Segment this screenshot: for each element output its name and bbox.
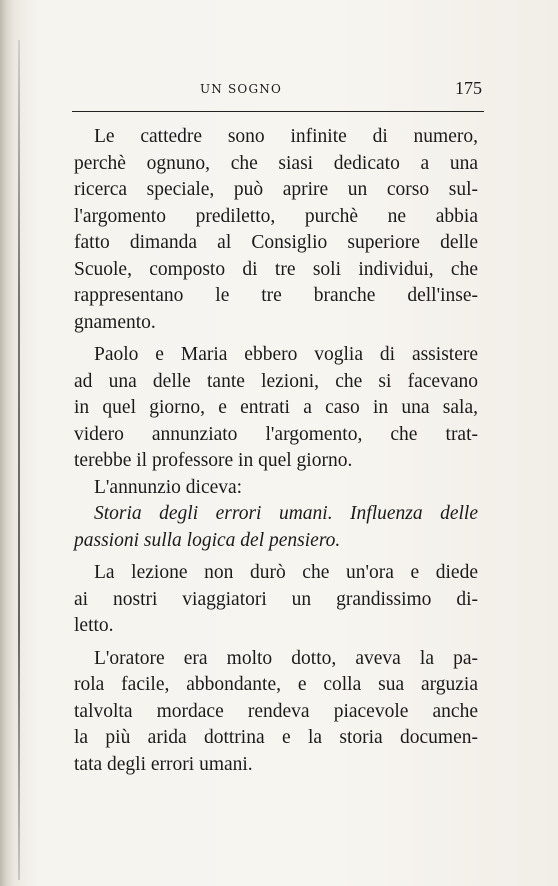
paragraph bbox=[74, 646, 478, 779]
page-header bbox=[72, 78, 482, 104]
text-line: Storia degli errori umani. Influenza delle bbox=[94, 503, 478, 524]
text-line: in quel giorno, e entrati a caso in una sala, bbox=[74, 397, 478, 418]
text-line: La lezione non durò che un'ora e diede bbox=[94, 562, 478, 583]
body-text bbox=[74, 124, 478, 778]
text-line: letto. bbox=[74, 615, 114, 636]
text-line: Le cattedre sono infinite di numero, bbox=[94, 126, 478, 147]
lecture-title bbox=[74, 501, 478, 554]
text-line: ricerca speciale, può aprire un corso sul- bbox=[74, 179, 478, 200]
paragraph bbox=[74, 475, 478, 502]
text-line: ai nostri viaggiatori un grandissimo di- bbox=[74, 588, 478, 610]
text-line: l'argomento prediletto, purchè ne abbia bbox=[74, 205, 478, 227]
text-line: videro annunziato l'argomento, che trat- bbox=[74, 423, 478, 445]
paragraph bbox=[74, 342, 478, 475]
text-line: L'oratore era molto dotto, aveva la pa- bbox=[94, 647, 478, 669]
text-line: rola facile, abbondante, e colla sua arguzia bbox=[74, 674, 478, 695]
text-line: L'annunzio diceva: bbox=[94, 476, 243, 498]
paragraph bbox=[74, 124, 478, 336]
text-line: Paolo e Maria ebbero voglia di assistere bbox=[94, 344, 478, 365]
page-number: 175 bbox=[455, 78, 482, 98]
text-line: rappresentano le tre branche dell'inse- bbox=[74, 285, 478, 306]
paragraph bbox=[74, 560, 478, 640]
binding-edge bbox=[18, 40, 20, 880]
text-line: terebbe il professore in quel giorno. bbox=[74, 450, 353, 471]
text-line: fatto dimanda al Consiglio superiore delle bbox=[74, 232, 478, 253]
text-line: Scuole, composto di tre soli individui, che bbox=[74, 258, 478, 280]
text-line: perchè ognuno, che siasi dedicato a una bbox=[74, 152, 478, 174]
text-line: ad una delle tante lezioni, che si facevano bbox=[74, 370, 478, 392]
running-head: UN SOGNO bbox=[199, 82, 282, 96]
text-line: gnamento. bbox=[74, 311, 156, 333]
text-line: tata degli errori umani. bbox=[74, 753, 253, 775]
text-line: talvolta mordace rendeva piacevole anche bbox=[74, 700, 478, 722]
text-line: la più arida dottrina e la storia documen- bbox=[74, 727, 478, 748]
header-rule bbox=[72, 111, 484, 112]
text-line: passioni sulla logica del pensiero. bbox=[74, 529, 341, 551]
